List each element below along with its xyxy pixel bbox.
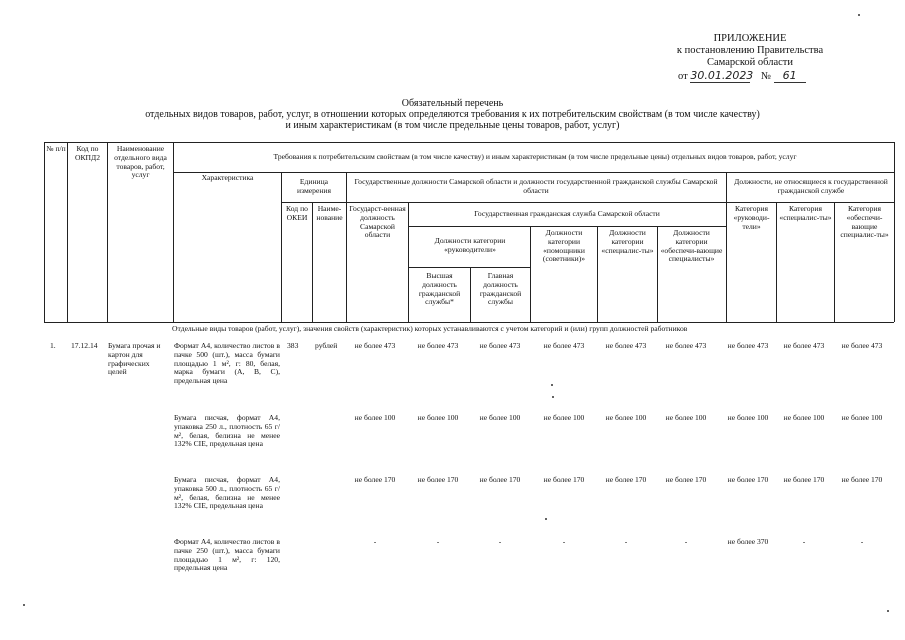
document-title-line-3: и иным характеристикам (в том числе предельные цены товаров, работ, услуг) [285, 120, 620, 131]
appendix-region-line: Самарской области [707, 57, 793, 68]
item-3-value-gov-position: не более 170 [354, 475, 396, 484]
header-specialists: Должности категории «специалис-ты» [601, 229, 654, 255]
item-1-value-cat-specialists: не более 473 [783, 341, 825, 350]
item-3-value-chief: не более 170 [479, 475, 521, 484]
item-1-value-support: не более 473 [665, 341, 707, 350]
item-characteristic-4: Формат А4, количество листов в пачке 250 (шт.), масса бумаги площадью 1 м², г: 120, предельная цена [174, 538, 280, 573]
item-2-value-specialists: не более 100 [605, 413, 647, 422]
header-highest-position: Высшая должность гражданской службы* [418, 272, 461, 307]
item-2-value-cat-leaders: не более 100 [727, 413, 769, 422]
appendix-date-line [678, 69, 818, 83]
item-3-value-support: не более 170 [665, 475, 707, 484]
item-1-value-gov-position: не более 473 [354, 341, 396, 350]
date-prefix: от [678, 71, 688, 82]
item-3-value-cat-support: не более 170 [841, 475, 883, 484]
item-2-value-cat-support: не более 100 [841, 413, 883, 422]
header-unit-name: Наиме-нование [316, 205, 343, 222]
item-1-value-highest: не более 473 [417, 341, 459, 350]
header-characteristic: Характеристика [201, 174, 254, 182]
item-3-value-highest: не более 170 [417, 475, 459, 484]
item-4-value-cat-support: - [860, 537, 864, 546]
date-value: 30.01.2023 [690, 69, 754, 82]
row-product-name: Бумага прочая и картон для графических целей [108, 342, 161, 377]
item-4-value-support: - [684, 537, 688, 546]
item-characteristic-1: Формат А4, количество листов в пачке 500 (шт.), масса бумаги площадью 1 м², г: 80, белая, марка бумаги (А, В, С), предельная цена [174, 342, 280, 386]
item-2-value-assistants: не более 100 [543, 413, 585, 422]
item-2-value-chief: не более 100 [479, 413, 521, 422]
item-3-value-specialists: не более 170 [605, 475, 647, 484]
item-1-value-cat-support: не более 473 [841, 341, 883, 350]
header-assistants: Должности категории «помощники (советники)» [542, 229, 586, 264]
appendix-label: ПРИЛОЖЕНИЕ [713, 33, 787, 44]
header-civil-service: Государственная гражданская служба Самарской области [474, 210, 660, 218]
header-cat-support: Категория «обеспечи-вающие специалис-ты» [840, 205, 889, 240]
header-okpd-code: Код по ОКПД2 [74, 145, 100, 162]
number-prefix: № [760, 71, 771, 82]
document-title-line-2: отдельных видов товаров, работ, услуг, в отношении которых определяются требования к их потребительским свойствам (в том числе качеству) [145, 109, 760, 120]
header-support-specialists: Должности категории «обеспечи-вающие специалисты» [660, 229, 723, 264]
item-4-value-specialists: - [624, 537, 628, 546]
item-2-value-highest: не более 100 [417, 413, 459, 422]
row-number: 1. [50, 342, 56, 350]
header-okei-code: Код по ОКЕИ [286, 205, 308, 222]
item-4-value-highest: - [436, 537, 440, 546]
section-note: Отдельные виды товаров (работ, услуг), значения свойств (характеристик) которых устанавливаются с учетом категорий и (или) групп должностей работников [172, 324, 688, 333]
item-4-value-gov-position: - [373, 537, 377, 546]
header-gov-positions: Государственные должности Самарской области и должности государственной гражданской службы Самарской области [354, 178, 718, 195]
row-unit-name: рублей [315, 342, 338, 350]
row-okei-code: 383 [287, 342, 299, 350]
item-1-value-cat-leaders: не более 473 [727, 341, 769, 350]
item-characteristic-2: Бумага писчая, формат А4, упаковка 250 л., плотность 65 г/м², белая, белизна не менее 132% CIE, предельная цена [174, 414, 280, 449]
item-2-value-gov-position: не более 100 [354, 413, 396, 422]
header-product-name: Наименование отдельного вида товаров, работ, услуг [114, 145, 167, 180]
item-4-value-cat-specialists: - [802, 537, 806, 546]
item-1-value-assistants: не более 473 [543, 341, 585, 350]
item-4-value-assistants: - [562, 537, 566, 546]
item-3-value-assistants: не более 170 [543, 475, 585, 484]
header-number: № п/п [46, 145, 66, 153]
item-1-value-specialists: не более 473 [605, 341, 647, 350]
header-cat-specialists: Категория «специалис-ты» [779, 205, 832, 222]
header-cat-leaders: Категория «руководи-тели» [733, 205, 770, 231]
header-gov-position-column: Государст-венная должность Самарской области [349, 205, 406, 240]
header-nongov-positions: Должности, не относящиеся к государственной гражданской службе [734, 178, 888, 195]
item-characteristic-3: Бумага писчая, формат А4, упаковка 500 л., плотность 65 г/м², белая, белизна не менее 132% CIE, предельная цена [174, 476, 280, 511]
item-2-value-support: не более 100 [665, 413, 707, 422]
item-4-value-cat-leaders: не более 370 [727, 537, 769, 546]
row-okpd-code: 17.12.14 [71, 342, 98, 350]
item-3-value-cat-specialists: не более 170 [783, 475, 825, 484]
item-3-value-cat-leaders: не более 170 [727, 475, 769, 484]
item-4-value-chief: - [498, 537, 502, 546]
document-title: Обязательный перечень [401, 98, 504, 109]
item-2-value-cat-specialists: не более 100 [783, 413, 825, 422]
item-1-value-chief: не более 473 [479, 341, 521, 350]
header-leaders: Должности категории «руководители» [434, 237, 506, 254]
number-value: 61 [774, 69, 806, 83]
header-chief-position: Главная должность гражданской службы [479, 272, 522, 307]
header-unit: Единица измерения [297, 178, 331, 195]
header-requirements: Требования к потребительским свойствам (в том числе качеству) и иным характеристикам (в том числе предельные цены) отдельных видов товаров, работ, услуг [273, 153, 797, 161]
appendix-decree-line: к постановлению Правительства [676, 45, 824, 56]
